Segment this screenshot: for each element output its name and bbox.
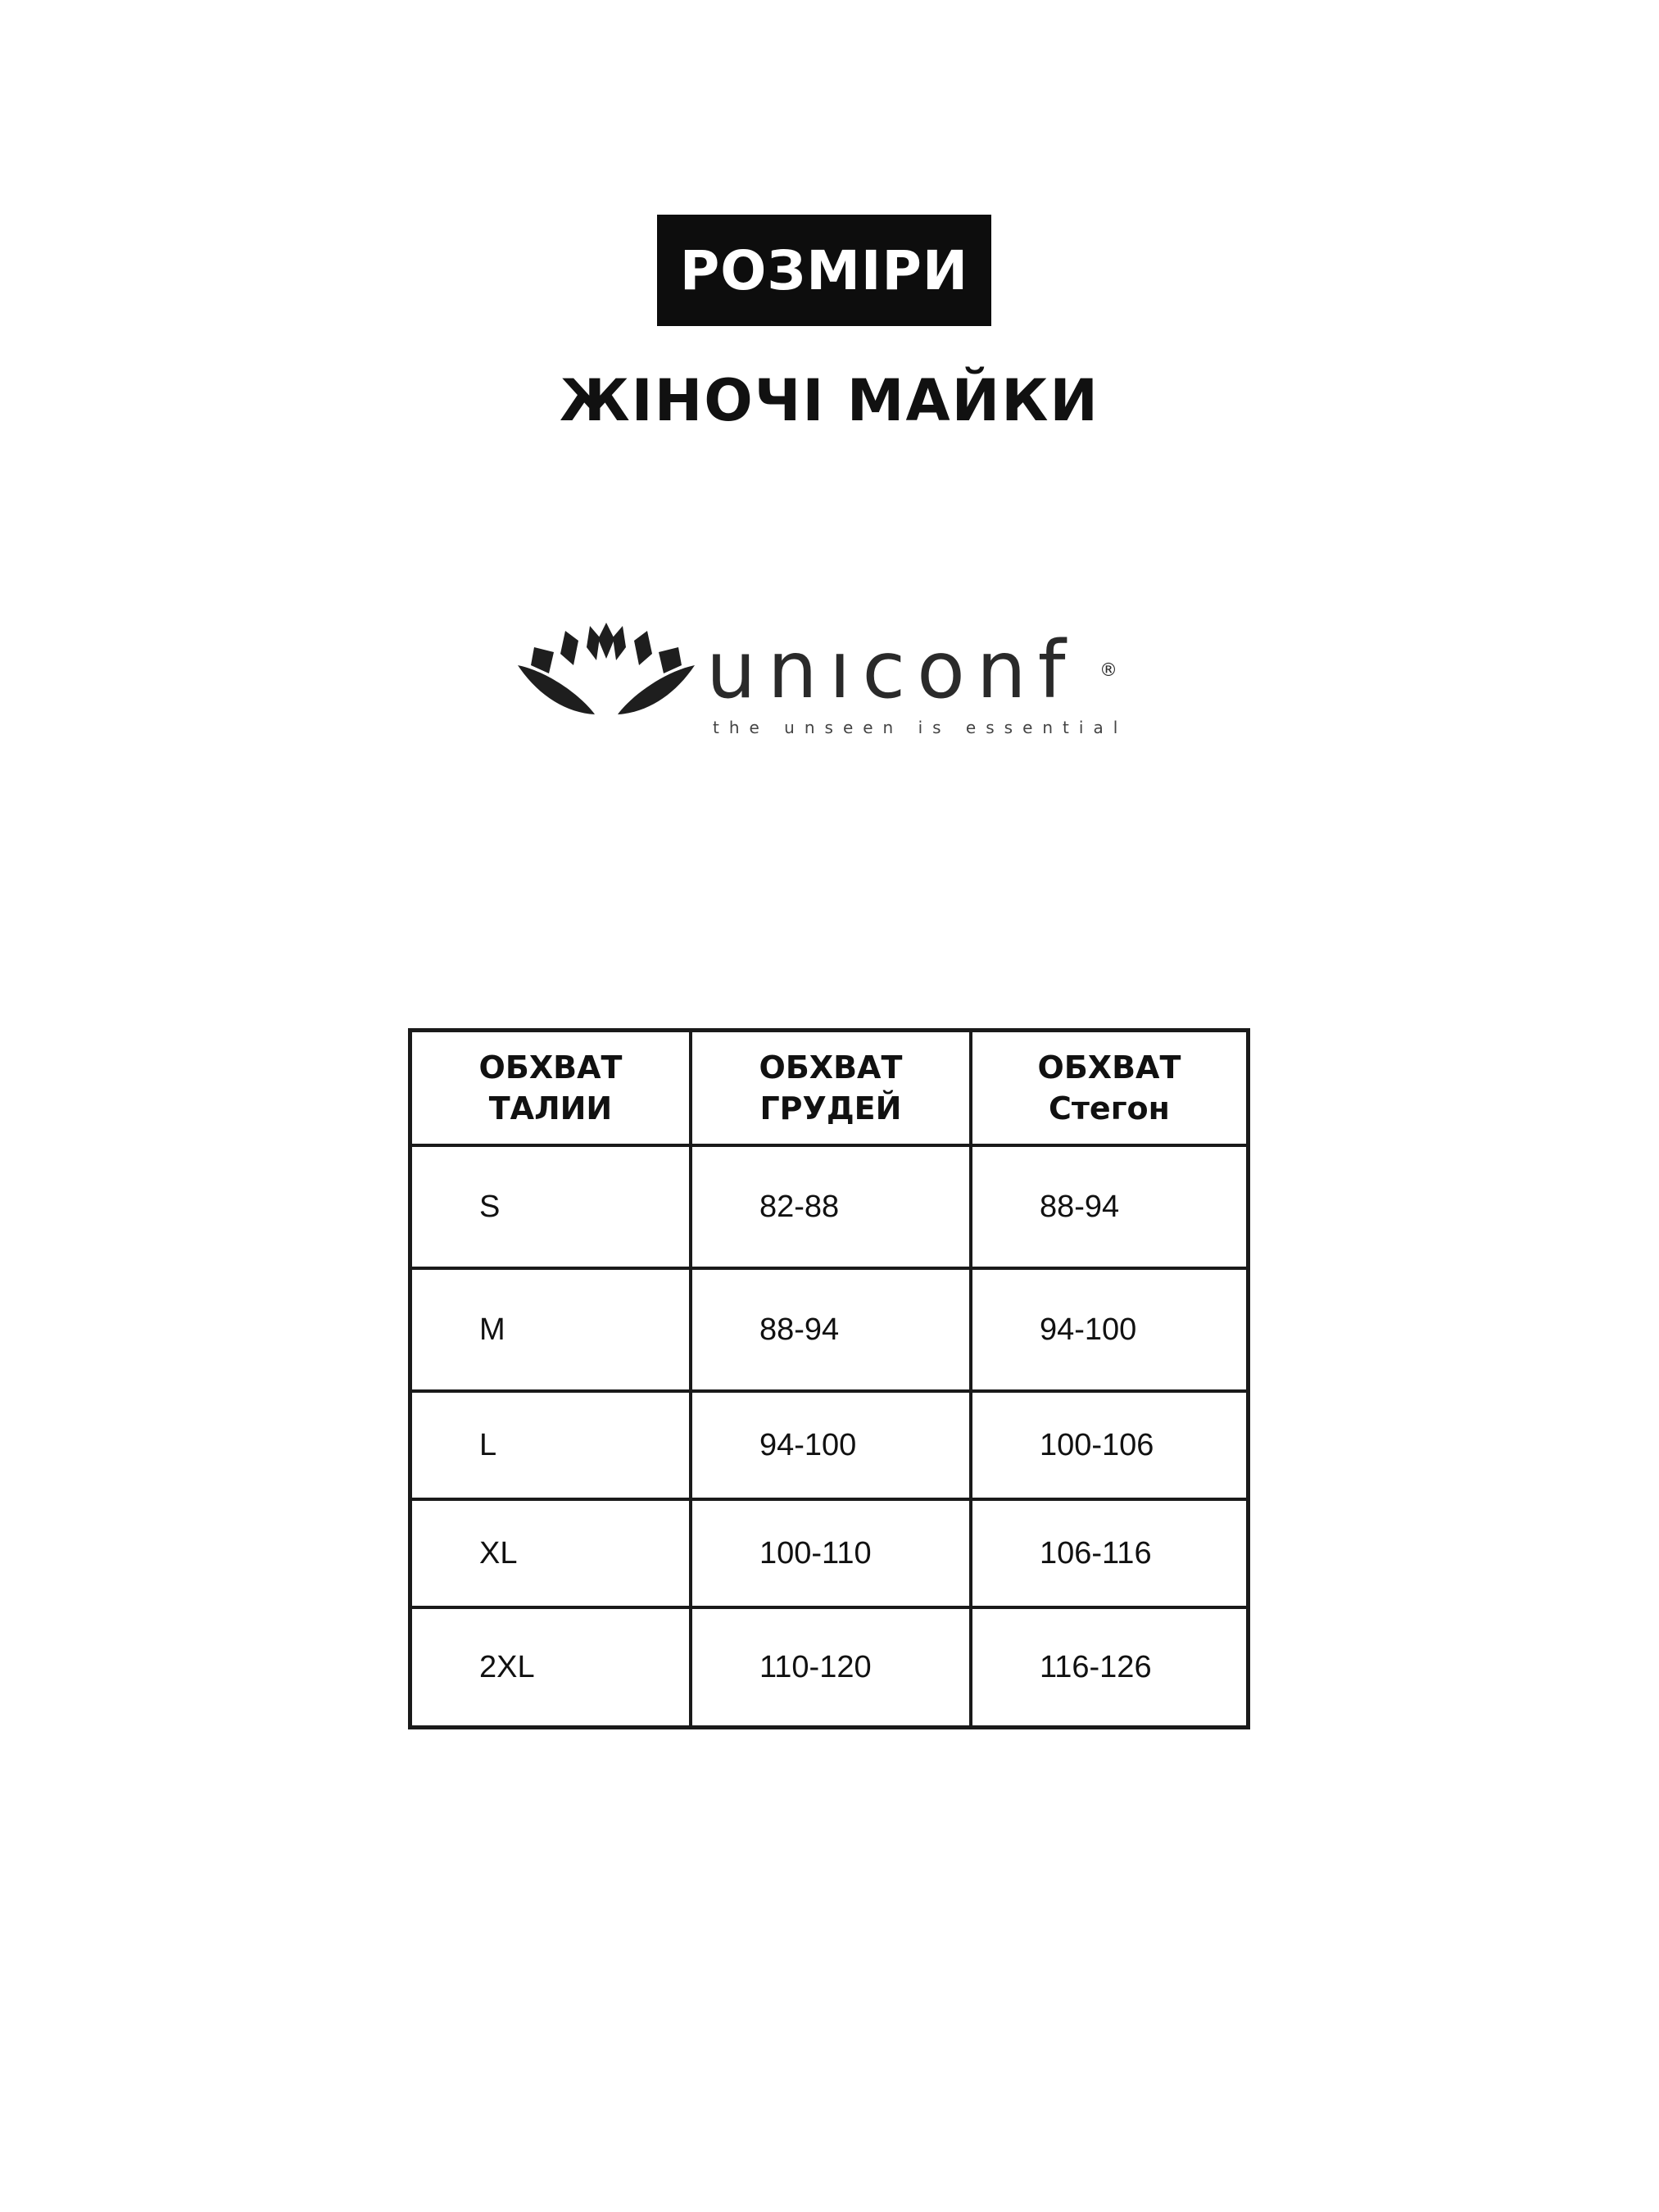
registered-mark: ® (1099, 660, 1117, 681)
table-row (410, 1391, 1249, 1499)
brand-logo (516, 623, 1128, 746)
header-hips-line2: Стегон (1049, 1090, 1170, 1126)
header-waist-line2: ТАЛИИ (488, 1090, 613, 1126)
size-cell: L (410, 1391, 691, 1499)
size-table (408, 1028, 1250, 1729)
header-hips-line1: ОБХВАТ (1037, 1049, 1181, 1086)
header-waist (410, 1031, 691, 1146)
table-header-row (410, 1031, 1249, 1146)
brand-name: unıconf (706, 624, 1077, 716)
size-cell: XL (410, 1499, 691, 1607)
hips-cell: 94-100 (971, 1268, 1249, 1391)
hips-cell: 100-106 (971, 1391, 1249, 1499)
table-row (410, 1145, 1249, 1268)
header-chest-line1: ОБХВАТ (759, 1049, 903, 1086)
header-hips (971, 1031, 1249, 1146)
chest-cell: 110-120 (691, 1607, 971, 1728)
table-row (410, 1607, 1249, 1728)
chest-cell: 88-94 (691, 1268, 971, 1391)
table-row (410, 1499, 1249, 1607)
brand-tagline: the unseen is essential (713, 718, 1128, 737)
hips-cell: 116-126 (971, 1607, 1249, 1728)
header-waist-line1: ОБХВАТ (478, 1049, 623, 1086)
header-chest-line2: ГРУДЕЙ (759, 1090, 902, 1126)
page-subtitle: ЖІНОЧІ МАЙКИ (559, 367, 1100, 434)
chest-cell: 82-88 (691, 1145, 971, 1268)
header-chest (691, 1031, 971, 1146)
badge-title: РОЗМІРИ (679, 238, 969, 302)
size-cell: M (410, 1268, 691, 1391)
title-badge (657, 215, 991, 326)
chest-cell: 100-110 (691, 1499, 971, 1607)
size-cell: S (410, 1145, 691, 1268)
lotus-icon (516, 623, 696, 737)
hips-cell: 106-116 (971, 1499, 1249, 1607)
table-row (410, 1268, 1249, 1391)
chest-cell: 94-100 (691, 1391, 971, 1499)
size-cell: 2XL (410, 1607, 691, 1728)
hips-cell: 88-94 (971, 1145, 1249, 1268)
